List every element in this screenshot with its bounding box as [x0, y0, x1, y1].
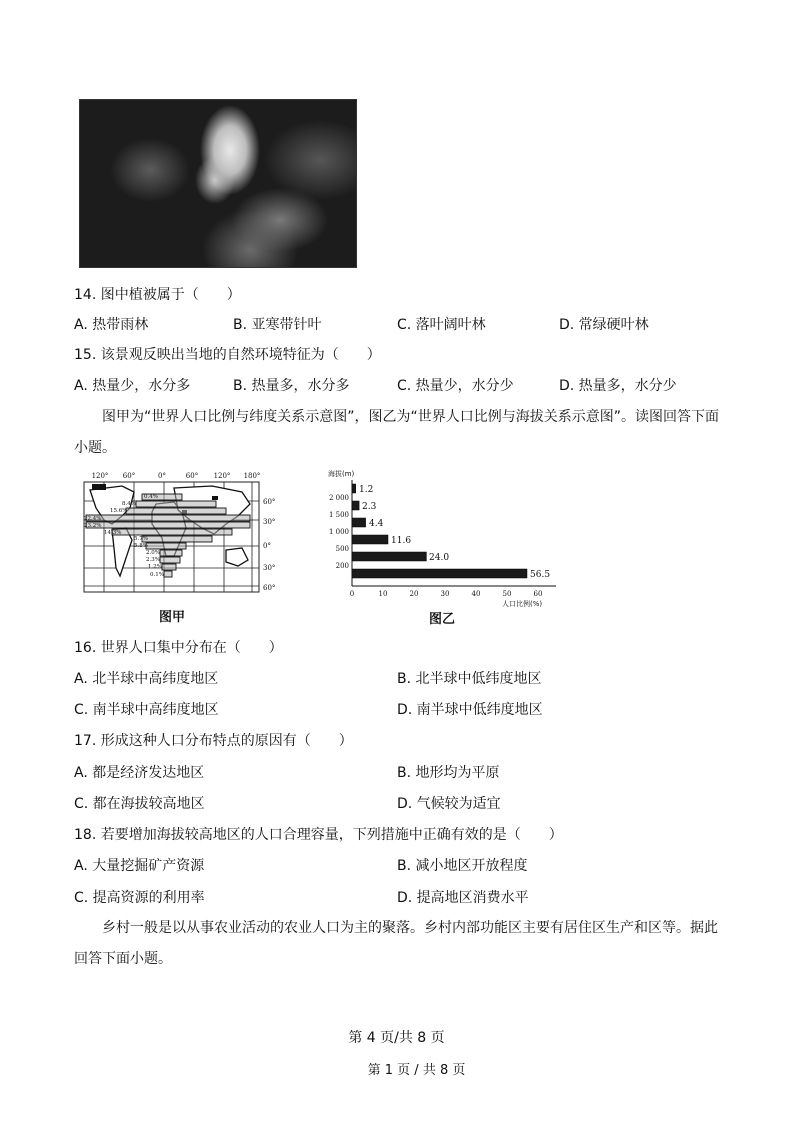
svg-text:1 000: 1 000	[328, 528, 349, 536]
page-number-inner: 第 4 页/共 8 页	[348, 1030, 445, 1046]
q15-option-c: C. 热量少，水分少	[397, 378, 514, 394]
q16-option-d: D. 南半球中低纬度地区	[397, 702, 543, 718]
svg-text:1 500: 1 500	[328, 511, 349, 519]
bar-value: 1.2	[359, 485, 374, 495]
intro-population-paragraph: 图甲为“世界人口比例与纬度关系示意图”，图乙为“世界人口比例与海拔关系示意图”。读图回答下面小题。	[74, 409, 720, 456]
svg-text:0: 0	[349, 590, 355, 598]
svg-text:60°: 60°	[185, 472, 199, 480]
q18-option-c: C. 提高资源的利用率	[74, 890, 205, 906]
q16-option-a: A. 北半球中高纬度地区	[74, 671, 219, 687]
population-altitude-bar-chart	[322, 466, 562, 626]
svg-text:120°: 120°	[213, 472, 231, 480]
q18-option-d: D. 提高地区消费水平	[397, 890, 529, 906]
bar-value: 56.5	[530, 570, 551, 580]
question-text: 图中植被属于（ ）	[100, 287, 241, 303]
band-label: 0.1%	[150, 572, 164, 578]
svg-text:50: 50	[502, 590, 512, 598]
bar-value: 24.0	[429, 553, 450, 563]
intro-village-paragraph: 乡村一般是以从事农业活动的农业人口为主的聚落。乡村内部功能区主要有居住区生产和区等。据此回答下面小题。	[74, 920, 718, 967]
chart-caption: 图乙	[428, 612, 455, 627]
question-number: 14.	[74, 287, 97, 303]
q15-option-d: D. 热量多，水分少	[559, 378, 677, 394]
question-15-stem	[74, 346, 381, 364]
svg-text:30°: 30°	[263, 518, 276, 526]
svg-text:60°: 60°	[263, 498, 276, 506]
band-label: 22.4%	[84, 516, 102, 522]
q17-option-b: B. 地形均为平原	[397, 765, 500, 781]
band-label: 1.2%	[148, 564, 162, 570]
q16-option-b: B. 北半球中低纬度地区	[397, 671, 542, 687]
q16-option-c: C. 南半球中高纬度地区	[74, 702, 219, 718]
q18-option-a: A. 大量挖掘矿产资源	[74, 858, 205, 874]
svg-text:20: 20	[409, 590, 419, 598]
map-caption: 图甲	[158, 610, 185, 625]
svg-text:60°: 60°	[122, 472, 136, 480]
band-label: 15.6%	[110, 508, 128, 514]
band-label: 23.2%	[84, 523, 102, 529]
question-text: 世界人口集中分布在（ ）	[100, 640, 283, 656]
q15-option-a: A. 热量少，水分多	[74, 378, 191, 394]
question-number: 17.	[74, 733, 97, 749]
q17-option-c: C. 都在海拔较高地区	[74, 796, 205, 812]
question-text: 该景观反映出当地的自然环境特征为（ ）	[100, 347, 381, 363]
question-16-stem	[74, 639, 283, 657]
q17-option-d: D. 气候较为适宜	[397, 796, 501, 812]
q14-option-a: A. 热带雨林	[74, 317, 149, 333]
x-axis-label: 人口比例(%)	[502, 600, 543, 608]
band-label: 5.8%	[134, 543, 148, 549]
q17-option-a: A. 都是经济发达地区	[74, 765, 205, 781]
band-label: 2.0%	[146, 550, 160, 556]
svg-text:120°: 120°	[91, 472, 109, 480]
svg-text:30°: 30°	[263, 564, 276, 572]
svg-text:200: 200	[335, 562, 349, 570]
band-label: 5.7%	[134, 536, 148, 542]
bar-value: 2.3	[362, 502, 377, 512]
question-text: 形成这种人口分布特点的原因有（ ）	[100, 733, 353, 749]
band-label: 8.4%	[122, 501, 136, 507]
svg-text:2 000: 2 000	[328, 494, 349, 502]
svg-text:30: 30	[440, 590, 450, 598]
question-number: 16.	[74, 640, 97, 656]
question-text: 若要增加海拔较高地区的人口合理容量，下列措施中正确有效的是（ ）	[100, 827, 563, 843]
svg-text:0°: 0°	[158, 472, 166, 480]
svg-text:60: 60	[533, 590, 543, 598]
q15-option-b: B. 热量多，水分多	[233, 378, 350, 394]
question-18-stem	[74, 826, 563, 844]
svg-text:500: 500	[335, 545, 349, 553]
question-17-stem	[74, 732, 353, 750]
svg-text:10: 10	[378, 590, 388, 598]
forest-river-photo	[79, 99, 357, 268]
question-number: 15.	[74, 347, 97, 363]
page-number-outer: 第 1 页 / 共 8 页	[367, 1063, 466, 1078]
question-number: 18.	[74, 827, 97, 843]
band-label: 2.3%	[146, 557, 160, 563]
world-population-latitude-map	[82, 468, 282, 625]
q14-option-c: C. 落叶阔叶林	[397, 317, 486, 333]
bar-value: 4.4	[369, 519, 384, 529]
question-14-stem	[74, 286, 241, 304]
y-axis-label: 海拔(m)	[328, 470, 355, 478]
q14-option-d: D. 常绿硬叶林	[559, 317, 649, 333]
q18-option-b: B. 减小地区开放程度	[397, 858, 528, 874]
svg-text:40: 40	[471, 590, 481, 598]
band-label: 0.4%	[144, 494, 158, 500]
bar-value: 11.6	[391, 536, 412, 546]
q14-option-b: B. 亚寒带针叶	[233, 317, 322, 333]
svg-text:180°: 180°	[243, 472, 261, 480]
band-label: 14.3%	[104, 530, 122, 536]
svg-text:60°: 60°	[263, 584, 276, 592]
svg-text:0°: 0°	[263, 542, 271, 550]
